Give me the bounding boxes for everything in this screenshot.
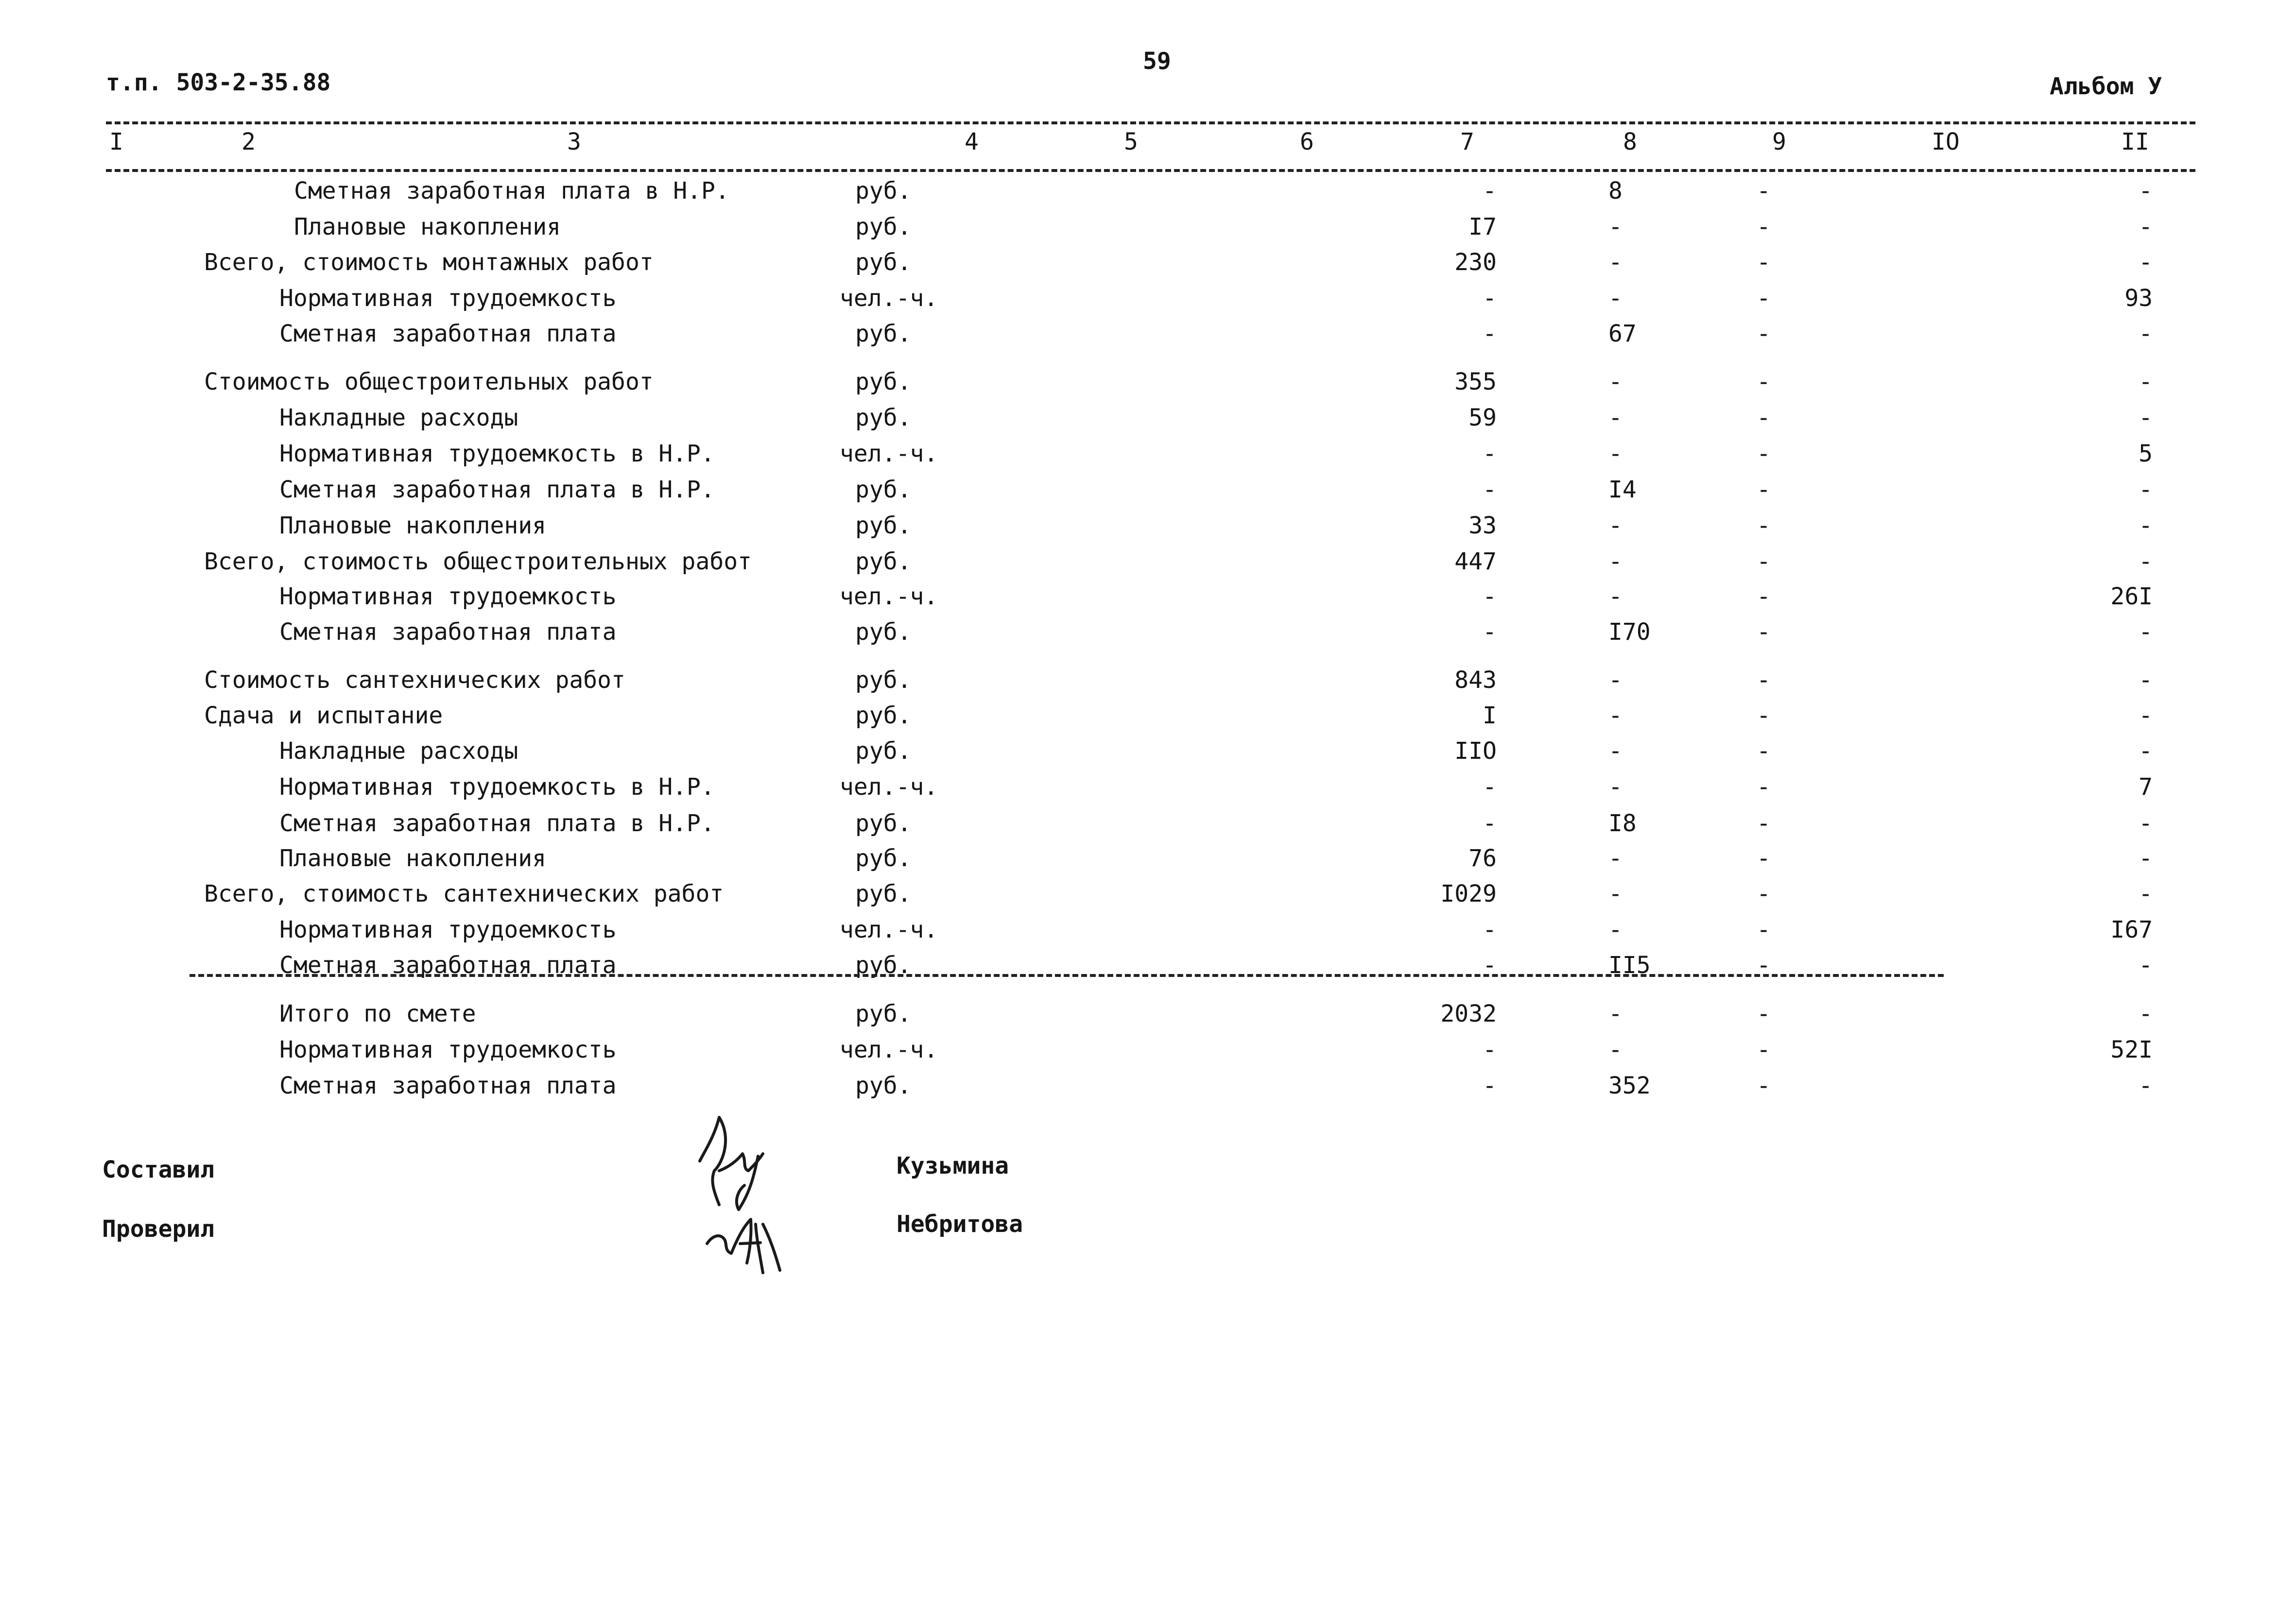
row-col9-value: -: [1757, 583, 1771, 610]
row-col7-value: IIO: [1454, 737, 1497, 765]
table-row: [0, 582, 2296, 611]
row-col8-value: -: [1608, 583, 1623, 610]
row-name: Накладные расходы: [279, 737, 518, 765]
compiled-by-signature: [685, 1108, 773, 1219]
row-name: Сметная заработная плата: [279, 320, 617, 347]
row-unit: руб.: [855, 618, 912, 646]
row-unit: чел.-ч.: [840, 916, 938, 943]
row-col8-value: -: [1608, 880, 1623, 907]
row-unit: руб.: [855, 702, 912, 729]
row-unit: чел.-ч.: [840, 773, 938, 801]
row-col11-value: -: [2139, 702, 2153, 729]
row-col8-value: -: [1608, 404, 1623, 431]
table-row: [0, 879, 2296, 908]
row-col7-value: -: [1483, 916, 1497, 943]
table-row: [0, 403, 2296, 432]
row-unit: руб.: [855, 177, 912, 205]
row-col9-value: -: [1757, 916, 1771, 943]
row-name: Накладные расходы: [279, 404, 518, 431]
table-row: [0, 772, 2296, 802]
table-row: [0, 212, 2296, 241]
page-number: 59: [1143, 48, 1171, 75]
row-unit: руб.: [855, 1072, 912, 1099]
row-name: Сметная заработная плата в Н.Р.: [279, 476, 715, 503]
row-col7-value: -: [1483, 618, 1497, 646]
row-col7-value: I7: [1468, 213, 1497, 240]
row-col9-value: -: [1757, 476, 1771, 503]
row-col9-value: -: [1757, 667, 1771, 694]
row-unit: руб.: [855, 1000, 912, 1027]
row-col11-value: -: [2139, 1000, 2153, 1027]
table-row: [0, 844, 2296, 873]
table-row: [0, 511, 2296, 540]
row-name: Стоимость сантехнических работ: [204, 667, 625, 694]
row-col8-value: -: [1608, 1000, 1623, 1027]
row-name: Сметная заработная плата в Н.Р.: [279, 810, 715, 837]
checked-by-label: Проверил: [102, 1215, 215, 1243]
table-row: [0, 475, 2296, 504]
row-unit: руб.: [855, 880, 912, 907]
row-col7-value: 76: [1468, 845, 1497, 872]
row-col7-value: -: [1483, 320, 1497, 347]
row-unit: руб.: [855, 213, 912, 240]
row-unit: руб.: [855, 845, 912, 872]
row-col11-value: -: [2139, 476, 2153, 503]
column-number-9: 9: [1772, 128, 1786, 155]
row-name: Нормативная трудоемкость: [279, 916, 617, 943]
row-col11-value: 7: [2139, 773, 2153, 801]
row-col8-value: -: [1608, 773, 1623, 801]
table-row: [0, 547, 2296, 576]
row-unit: руб.: [855, 548, 912, 575]
row-col11-value: 5: [2139, 440, 2153, 467]
row-col7-value: 33: [1468, 512, 1497, 539]
row-name: Плановые накопления: [294, 213, 561, 240]
table-row: [0, 617, 2296, 647]
album-label: Альбом У: [2050, 73, 2162, 100]
table-row: [0, 1035, 2296, 1064]
row-col8-value: -: [1608, 845, 1623, 872]
row-col11-value: -: [2139, 177, 2153, 205]
row-col7-value: -: [1483, 810, 1497, 837]
row-col9-value: -: [1757, 177, 1771, 205]
row-col7-value: -: [1483, 952, 1497, 979]
row-col9-value: -: [1757, 880, 1771, 907]
row-col11-value: 93: [2124, 285, 2153, 312]
row-col9-value: -: [1757, 548, 1771, 575]
row-name: Сдача и испытание: [204, 702, 443, 729]
row-col11-value: -: [2139, 548, 2153, 575]
row-unit: чел.-ч.: [840, 285, 938, 312]
row-col8-value: -: [1608, 368, 1623, 395]
document-reference: т.п. 503-2-35.88: [106, 69, 331, 96]
column-number-1: I: [109, 128, 123, 155]
row-col9-value: -: [1757, 512, 1771, 539]
row-col11-value: -: [2139, 737, 2153, 765]
row-col9-value: -: [1757, 285, 1771, 312]
row-name: Сметная заработная плата в Н.Р.: [294, 177, 729, 205]
row-unit: руб.: [855, 320, 912, 347]
row-unit: руб.: [855, 368, 912, 395]
table-row: [0, 284, 2296, 313]
row-col8-value: 352: [1608, 1072, 1651, 1099]
row-col8-value: -: [1608, 440, 1623, 467]
row-col7-value: 447: [1454, 548, 1497, 575]
table-row: [0, 915, 2296, 944]
row-col9-value: -: [1757, 320, 1771, 347]
row-unit: руб.: [855, 404, 912, 431]
table-row: [0, 248, 2296, 277]
row-col8-value: -: [1608, 548, 1623, 575]
row-col7-value: 230: [1454, 249, 1497, 276]
row-name: Нормативная трудоемкость в Н.Р.: [279, 773, 715, 801]
row-col8-value: -: [1608, 285, 1623, 312]
row-col8-value: II5: [1608, 952, 1651, 979]
row-unit: чел.-ч.: [840, 583, 938, 610]
row-col11-value: -: [2139, 213, 2153, 240]
row-col9-value: -: [1757, 440, 1771, 467]
table-row: [0, 809, 2296, 838]
column-number-7: 7: [1460, 128, 1474, 155]
row-unit: чел.-ч.: [840, 1036, 938, 1063]
row-col7-value: -: [1483, 177, 1497, 205]
row-unit: руб.: [855, 810, 912, 837]
row-col8-value: -: [1608, 702, 1623, 729]
row-col7-value: -: [1483, 440, 1497, 467]
row-col11-value: -: [2139, 320, 2153, 347]
row-col11-value: 52I: [2110, 1036, 2153, 1063]
row-col11-value: -: [2139, 249, 2153, 276]
row-col9-value: -: [1757, 618, 1771, 646]
compiled-by-label: Составил: [102, 1156, 215, 1183]
row-col7-value: -: [1483, 285, 1497, 312]
row-unit: руб.: [855, 952, 912, 979]
row-name: Всего, стоимость монтажных работ: [204, 249, 654, 276]
row-col9-value: -: [1757, 249, 1771, 276]
row-unit: чел.-ч.: [840, 440, 938, 467]
column-number-5: 5: [1124, 128, 1138, 155]
row-unit: руб.: [855, 737, 912, 765]
compiled-by-name: Кузьмина: [897, 1152, 1009, 1180]
row-col8-value: -: [1608, 667, 1623, 694]
row-col8-value: -: [1608, 916, 1623, 943]
table-row: [0, 439, 2296, 468]
row-col11-value: -: [2139, 810, 2153, 837]
row-col8-value: -: [1608, 213, 1623, 240]
row-col9-value: -: [1757, 1072, 1771, 1099]
row-col8-value: I8: [1608, 810, 1637, 837]
row-col11-value: I67: [2110, 916, 2153, 943]
row-col7-value: -: [1483, 1072, 1497, 1099]
row-name: Всего, стоимость общестроительных работ: [204, 548, 752, 575]
table-row: [0, 1071, 2296, 1100]
row-col8-value: 67: [1608, 320, 1637, 347]
column-number-10: IO: [1932, 128, 1960, 155]
totals-separator-rule: [190, 974, 1944, 977]
row-col8-value: -: [1608, 737, 1623, 765]
row-col8-value: 8: [1608, 177, 1623, 205]
column-number-11: II: [2121, 128, 2149, 155]
row-col9-value: -: [1757, 1000, 1771, 1027]
row-col7-value: 59: [1468, 404, 1497, 431]
row-name: Нормативная трудоемкость: [279, 285, 617, 312]
table-row: [0, 999, 2296, 1028]
row-col7-value: 843: [1454, 667, 1497, 694]
row-col8-value: -: [1608, 249, 1623, 276]
row-col9-value: -: [1757, 773, 1771, 801]
table-row: [0, 176, 2296, 205]
row-col7-value: 355: [1454, 368, 1497, 395]
column-number-8: 8: [1623, 128, 1637, 155]
table-row: [0, 666, 2296, 695]
row-col9-value: -: [1757, 845, 1771, 872]
table-row: [0, 319, 2296, 348]
row-name: Сметная заработная плата: [279, 1072, 617, 1099]
row-name: Итого по смете: [279, 1000, 476, 1027]
row-name: Стоимость общестроительных работ: [204, 368, 654, 395]
row-unit: руб.: [855, 512, 912, 539]
row-col9-value: -: [1757, 737, 1771, 765]
row-col9-value: -: [1757, 1036, 1771, 1063]
row-col9-value: -: [1757, 810, 1771, 837]
row-col11-value: -: [2139, 404, 2153, 431]
row-col9-value: -: [1757, 702, 1771, 729]
row-col7-value: -: [1483, 773, 1497, 801]
row-unit: руб.: [855, 667, 912, 694]
row-name: Всего, стоимость сантехнических работ: [204, 880, 724, 907]
column-number-6: 6: [1300, 128, 1314, 155]
table-row: [0, 736, 2296, 766]
row-col7-value: -: [1483, 583, 1497, 610]
column-number-3: 3: [567, 128, 581, 155]
row-col8-value: -: [1608, 512, 1623, 539]
table-row: [0, 367, 2296, 396]
row-col9-value: -: [1757, 952, 1771, 979]
row-name: Нормативная трудоемкость: [279, 583, 617, 610]
row-col11-value: -: [2139, 512, 2153, 539]
row-name: Плановые накопления: [279, 845, 547, 872]
row-name: Нормативная трудоемкость: [279, 1036, 617, 1063]
row-col7-value: I: [1483, 702, 1497, 729]
row-col7-value: I029: [1440, 880, 1497, 907]
row-name: Плановые накопления: [279, 512, 547, 539]
row-col11-value: -: [2139, 667, 2153, 694]
row-col8-value: I4: [1608, 476, 1637, 503]
row-col9-value: -: [1757, 368, 1771, 395]
row-unit: руб.: [855, 249, 912, 276]
row-col9-value: -: [1757, 404, 1771, 431]
row-col8-value: I70: [1608, 618, 1651, 646]
row-col9-value: -: [1757, 213, 1771, 240]
row-col11-value: -: [2139, 1072, 2153, 1099]
row-name: Сметная заработная плата: [279, 618, 617, 646]
row-col11-value: -: [2139, 618, 2153, 646]
row-col7-value: -: [1483, 1036, 1497, 1063]
row-name: Сметная заработная плата: [279, 952, 617, 979]
column-number-2: 2: [242, 128, 256, 155]
row-col7-value: 2032: [1440, 1000, 1497, 1027]
row-col11-value: -: [2139, 368, 2153, 395]
checked-by-name: Небритова: [897, 1211, 1023, 1238]
row-col8-value: -: [1608, 1036, 1623, 1063]
row-col11-value: -: [2139, 952, 2153, 979]
table-row: [0, 701, 2296, 730]
column-number-4: 4: [965, 128, 979, 155]
row-col11-value: -: [2139, 880, 2153, 907]
row-col11-value: -: [2139, 845, 2153, 872]
row-col7-value: -: [1483, 476, 1497, 503]
checked-by-signature: [702, 1205, 790, 1278]
row-name: Нормативная трудоемкость в Н.Р.: [279, 440, 715, 467]
row-col11-value: 26I: [2110, 583, 2153, 610]
row-unit: руб.: [855, 476, 912, 503]
